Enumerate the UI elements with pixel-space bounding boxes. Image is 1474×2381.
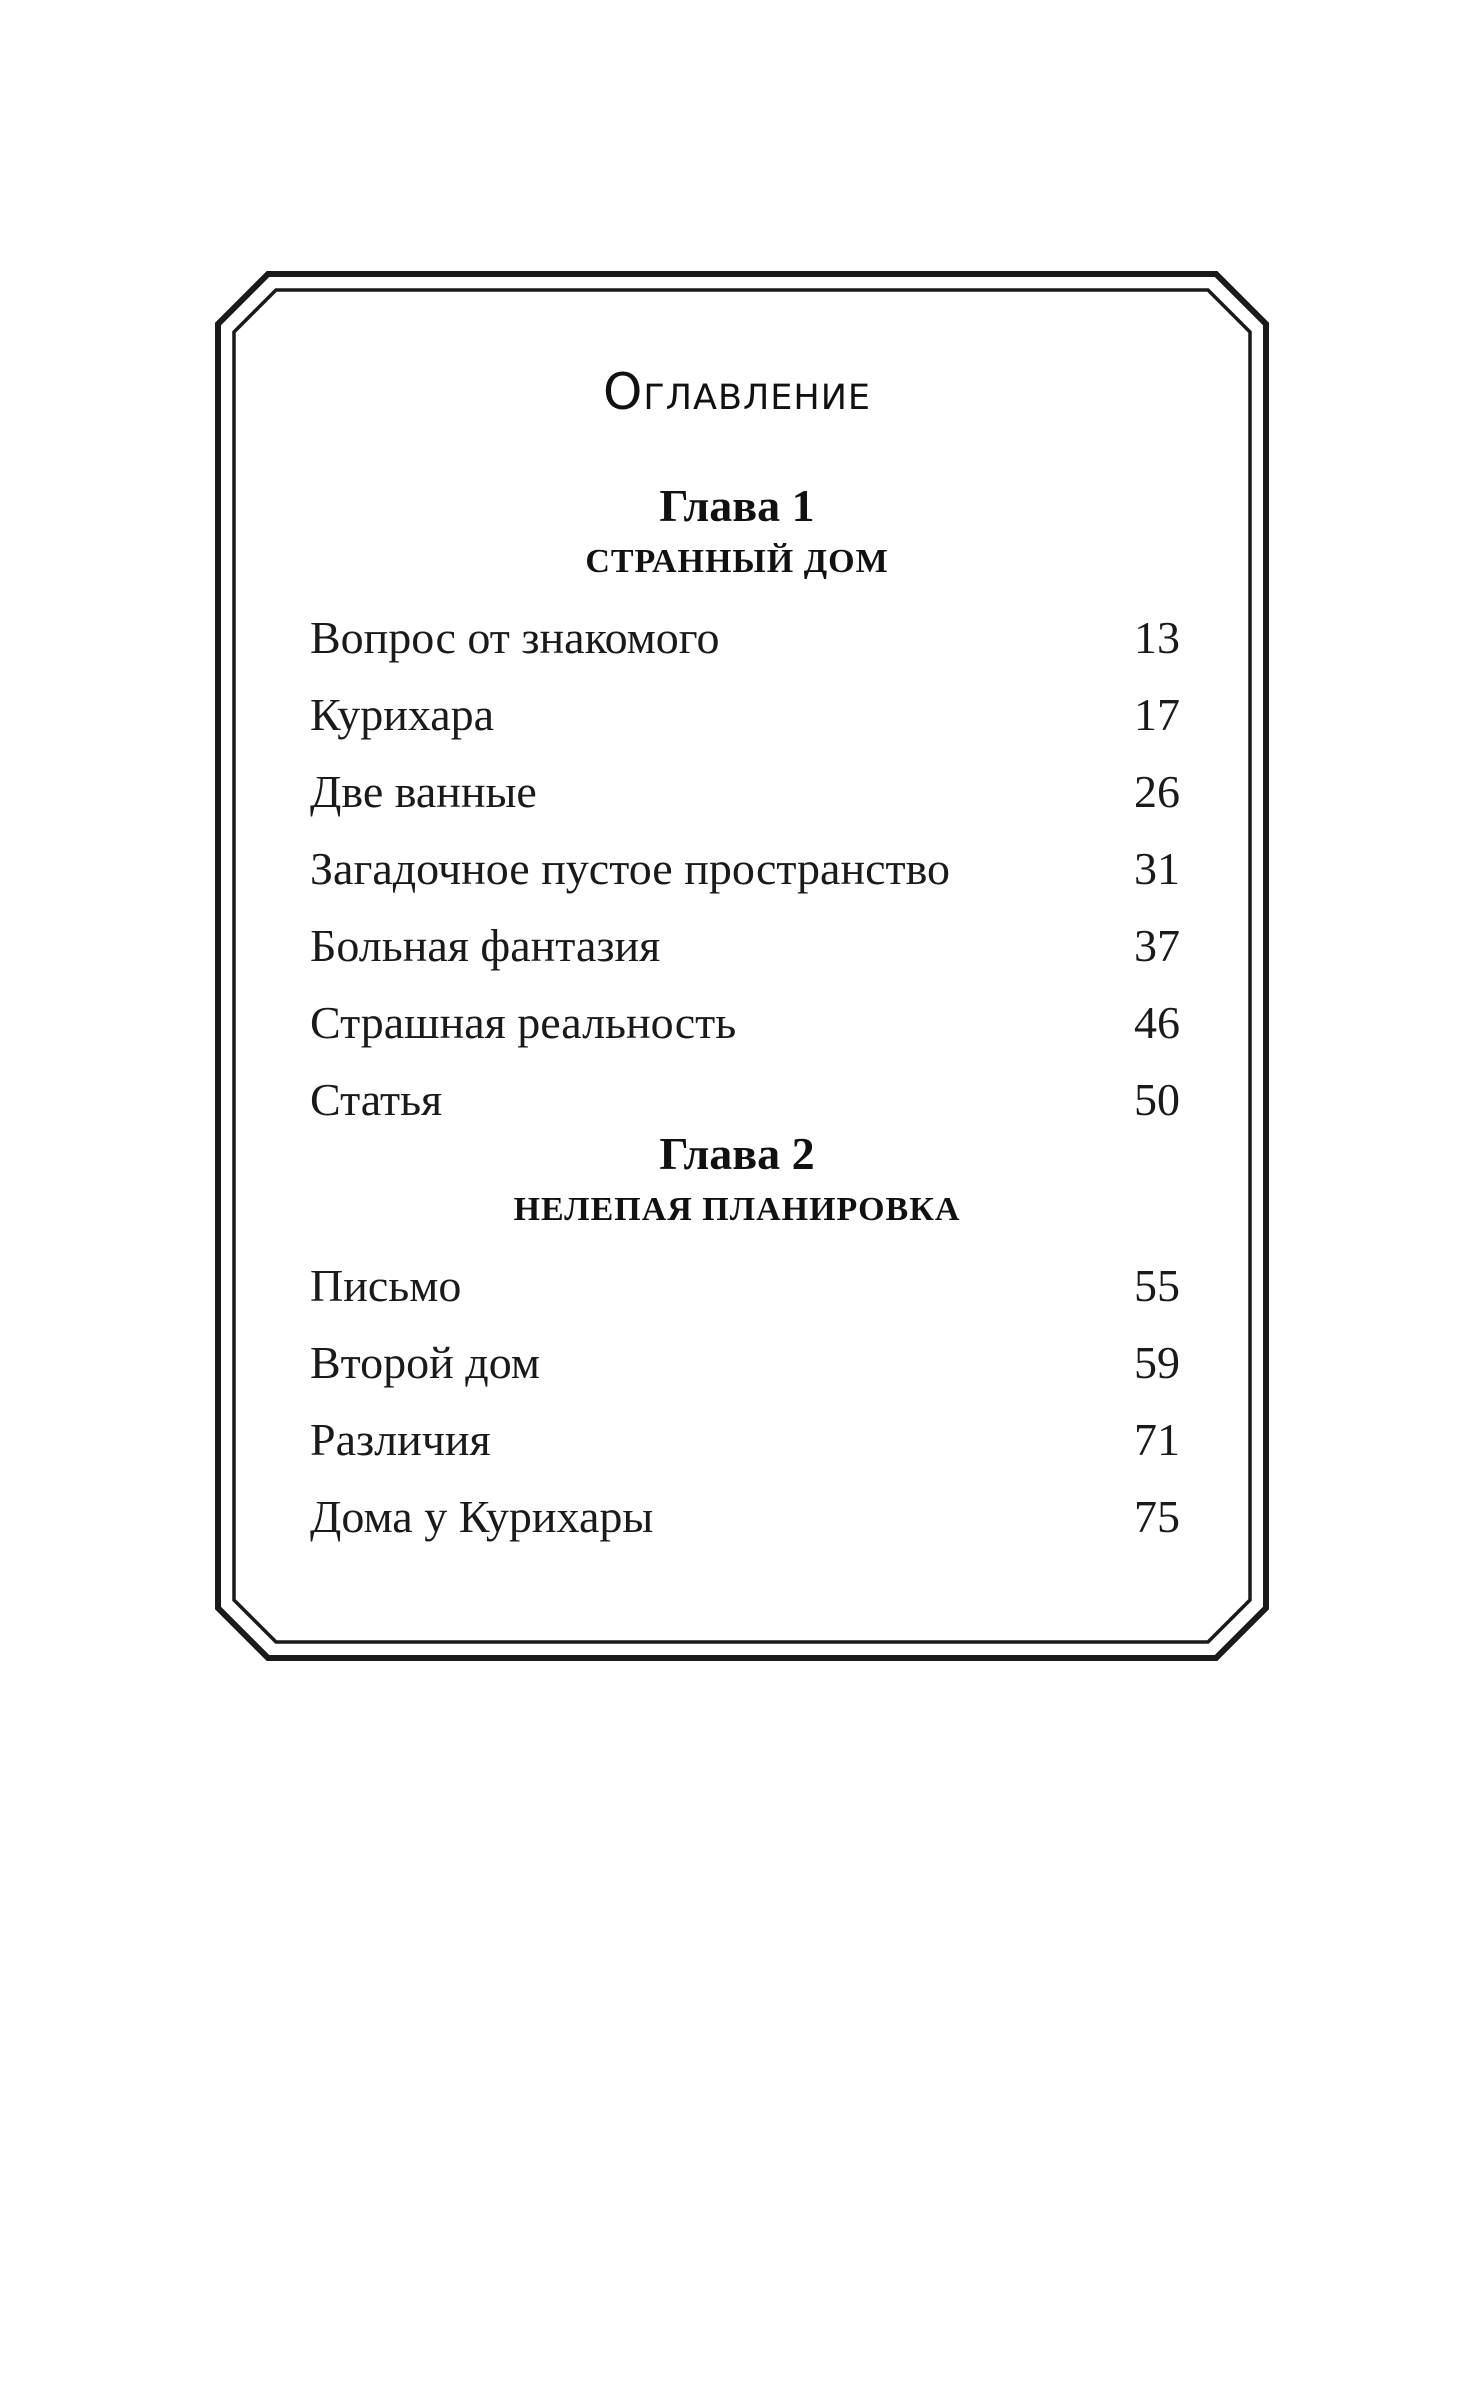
toc-entry	[310, 993, 1180, 1053]
chapter-2-subtitle: НЕЛЕПАЯ ПЛАНИРОВКА	[513, 1191, 961, 1228]
toc-entry-title: Загадочное пустое пространство	[310, 843, 951, 894]
toc-entry	[310, 685, 1180, 745]
toc-entry	[310, 839, 1180, 899]
toc-entry-title: Различия	[310, 1414, 491, 1465]
toc-entry-page: 46	[1134, 997, 1180, 1048]
toc-entry-page: 55	[1134, 1260, 1180, 1311]
toc-entry	[310, 1487, 1180, 1547]
toc-entry-title: Больная фантазия	[310, 920, 661, 971]
toc-entry-title: Вопрос от знакомого	[310, 612, 720, 663]
chapter-1-heading: Глава 1	[659, 480, 815, 531]
toc-entry	[310, 608, 1180, 668]
toc-entry-title: Письмо	[310, 1260, 462, 1311]
toc-entry	[310, 1410, 1180, 1470]
toc-entry-page: 75	[1134, 1491, 1180, 1542]
toc-entry	[310, 762, 1180, 822]
toc-entry-page: 37	[1134, 920, 1180, 971]
toc-entry-title: Дома у Курихары	[310, 1491, 654, 1542]
chapter-2-heading: Глава 2	[659, 1128, 815, 1179]
chapter-1-subtitle: СТРАННЫЙ ДОМ	[585, 543, 889, 580]
toc-entry	[310, 1070, 1180, 1130]
toc-entry-page: 26	[1134, 766, 1180, 817]
toc-entry	[310, 916, 1180, 976]
toc-entry-page: 71	[1134, 1414, 1180, 1465]
toc-entry-page: 31	[1134, 843, 1180, 894]
toc-entry-page: 13	[1134, 612, 1180, 663]
toc-entry	[310, 1333, 1180, 1393]
toc-title: Оглавление	[602, 363, 872, 421]
toc-entry-title: Курихара	[310, 689, 495, 740]
toc-entry-page: 17	[1134, 689, 1180, 740]
toc-entry-title: Статья	[310, 1074, 443, 1125]
toc-entry	[310, 1256, 1180, 1316]
toc-entry-title: Второй дом	[310, 1337, 540, 1388]
toc-entry-page: 50	[1134, 1074, 1180, 1125]
toc-entry-page: 59	[1134, 1337, 1180, 1388]
toc-entry-title: Страшная реальность	[310, 997, 737, 1048]
toc-entry-title: Две ванные	[310, 766, 537, 817]
